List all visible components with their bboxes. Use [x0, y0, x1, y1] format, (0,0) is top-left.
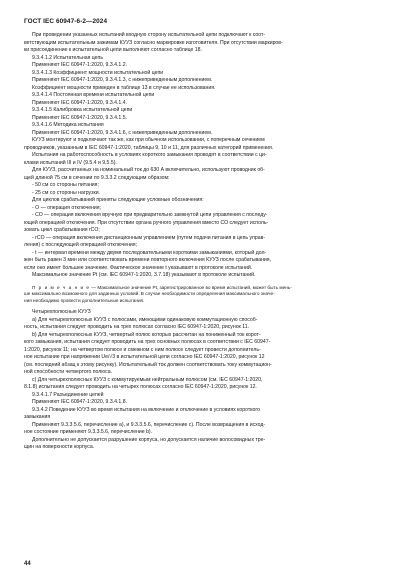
- text-line: клами испытаний III и IV (9.5.4 и 9.5.5).: [24, 159, 117, 166]
- text-line: - СО — операция включения вручную при предварительно замкнутой цепи управления с последу-: [32, 212, 268, 218]
- document-body: [24, 32, 390, 452]
- text-line: ющей операцией отключения. При отсутствии органа ручного управления вместо СО следует исполь-: [24, 219, 269, 226]
- text-line: Дополнительно не допускается разрушение корпуса, но допускается наличие волосовидных тре-: [32, 436, 266, 443]
- note-label: П р и м е ч а н и е: [32, 284, 91, 290]
- note-line: — Максимальное значение Pt, зарегистрированное во время испытаний, может быть мень-: [91, 284, 292, 290]
- text-line: щей длиной 75 см в сечении по 9.3.3.2 следующим образом:: [24, 174, 170, 181]
- text-line: Применяют IEC 60947-1:2020, 9.3.4.1.3, с нижеприведенным дополнением.: [32, 77, 213, 83]
- text-line: - t — интервал времени между двумя последовательными короткими замыканиями, который дол-: [32, 249, 267, 256]
- text-line: 9.3.4.1.2 Испытательная цепь: [32, 54, 104, 61]
- text-line: 9.3.4.1.7 Разъединение цепей: [32, 391, 104, 398]
- text-line: b) Для четырехполюсных КУУЗ, четвертый полюс которых рассчитан на пониженный ток корот-: [32, 331, 261, 338]
- text-line: Испытания на работоспособность в условиях короткого замыкания проводят в соответствии с ци-: [32, 152, 267, 158]
- text-line: замыкания: [24, 414, 51, 421]
- text-line: щин на поверхности корпуса.: [24, 444, 95, 451]
- text-line: Применяют IEC 60947-1:2020, 9.3.4.1.6, с нижеприведенным дополнением.: [32, 129, 213, 136]
- text-line: Коэффициент мощности приведен в таблице 13 в случае ее использования.: [32, 84, 216, 91]
- text-line: 9.3.4.1.6 Методика испытания: [32, 122, 104, 128]
- text-line: ное состояние применяют 9.3.3.5.6, перечисление b).: [24, 429, 153, 436]
- text-line: - rCO — операция включения дистанционным управлением (путем подачи питания в цепь управ-: [32, 234, 266, 241]
- text-line: КУУЗ монтируют и подключают так же, как при обычном использовании, с поперечным сечением: [32, 137, 265, 143]
- text-line: 9.3.4.1.3 Коэффициент мощности испытательной цепи: [32, 69, 164, 76]
- text-line: 9.3.4.1.4 Постоянная времени испытательной цепи: [32, 92, 155, 98]
- text-line: ной способности четвертого полюса.: [24, 369, 113, 376]
- text-line: (см. последний абзац к этому рисунку). Испытательный ток должен соответствовать току коммутацион-: [24, 361, 272, 368]
- text-line: ное испытание при напряжении Ue/√3 в испытательной цепи согласно IEC 60947-1:2020, рисунок 12: [24, 354, 265, 361]
- text-line: - О — операция отключения;: [32, 204, 101, 211]
- text-line: жен быть равен 3 мин или соответствовать времени повторного включения КУУЗ после срабатывания,: [24, 257, 272, 263]
- text-line: Применяют IEC 60947-1:2020, 9.3.4.1.5.: [32, 114, 127, 121]
- text-line: если оно имеет большее значение. Фактическое значение t указывают в протоколе испытаний.: [24, 264, 253, 271]
- text-line: 9.3.4.2 Поведение КУУЗ во время испытания на включение и отключение в условиях короткого: [32, 406, 261, 413]
- text-line: ления) с последующей операцией отключения;: [24, 242, 138, 248]
- text-line: Четырехполюсные КУУЗ: [32, 309, 91, 316]
- text-line: ность, испытания следует проводить на трех полюсах согласно IEC 60947-1:2020, рисунок 11.: [24, 324, 250, 331]
- text-line: Для циклов срабатываний приняты следующие условные обозначения:: [32, 197, 204, 203]
- text-line: ки присоединение к испытательной цепи выполняют согласно таблице 18.: [24, 47, 202, 53]
- text-line: - 25 см со стороны нагрузки.: [32, 189, 100, 196]
- text-line: Применяют 9.3.3.5.6, перечисление а), и 9.3.3.5.6, перечисление с). После возвращения в исход-: [32, 421, 266, 428]
- text-line: При проведении указанных испытаний входную сторону испытательной цепи подключают к соот-: [32, 32, 266, 38]
- text-line: Для КУУЗ, рассчитанных на номинальный ток до 630 А включительно, используют проводник об-: [32, 167, 265, 173]
- text-line: с) Для четырехполюсных КУУЗ с коммутируемым нейтральным полюсом (см. IEC 60947-1:2020,: [32, 376, 263, 383]
- text-line: проводников, указанным в IEC 60947-1:2020, таблицы 9, 10 и 11, для различных категорий применения.: [24, 144, 274, 151]
- note-block: [24, 285, 390, 305]
- note-line: ше максимально возможного для заданных условий. В случае необходимости определения максимального значе-: [24, 291, 275, 297]
- text-block-main: [24, 32, 390, 280]
- standard-header: ГОСТ IEC 60947-6-2—2024: [24, 18, 108, 25]
- text-line: а) Для четырехполюсных КУУЗ с полюсами, имеющими одинаковую коммутационную способ-: [32, 316, 258, 323]
- text-line: Применяют IEC 60947-1:2020, 9.3.4.1.8.: [32, 399, 127, 406]
- text-line: 9.3.4.1.5 Калибровка испытательной цепи: [32, 107, 133, 113]
- page-number: 44: [24, 561, 31, 567]
- text-line: зовать цикл срабатывания rCO;: [24, 227, 100, 233]
- text-line: Максимальное значение Pt (см. IEC 60947-1:2020, 3.7.18) указывают в протоколе испытаний.: [32, 272, 256, 278]
- text-block-four-pole: [24, 309, 390, 452]
- text-line: 8.1.8) испытания следует проводить на четырех полюсах согласно IEC 60947-1:2020, рисунок 12.: [24, 384, 257, 391]
- text-line: Применяют IEC 60947-1:2020, 9.3.4.1.2.: [32, 62, 127, 68]
- text-line: 1:2020, рисунок 11; на четвертом полюсе и смежном с ним полюсе следует провести дополнитель-: [24, 346, 261, 353]
- note-line: ния необходимо провести дополнительные испытания.: [24, 297, 145, 303]
- text-line: Применяют IEC 60947-1:2020, 9.3.4.1.4.: [32, 99, 127, 106]
- text-line: - 50 см со стороны питания;: [32, 182, 99, 188]
- text-line: ветствующим испытательным зажимам КУУЗ согласно маркировке изготовителя. При отсутствии маркиров-: [24, 39, 283, 46]
- text-line: кого замыкания, испытания следует проводить на трех основных полюсах в соответствии с IEC 60947-: [24, 339, 271, 346]
